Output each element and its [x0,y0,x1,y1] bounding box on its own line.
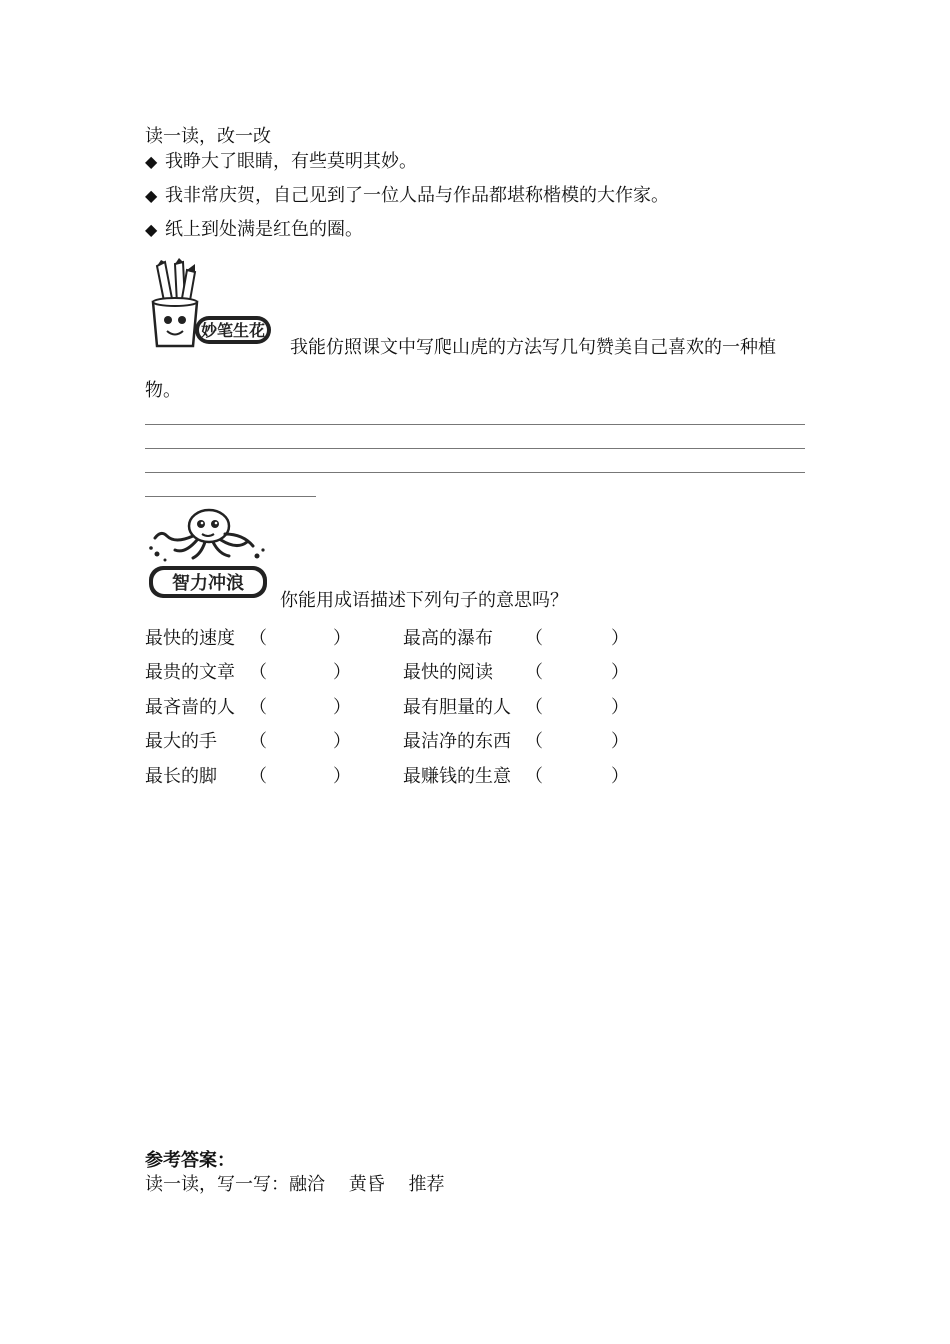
idiom-prompt: 最洁净的东西 [403,731,511,752]
open-paren: （ [525,628,543,649]
badge-text: 妙笔生花 [200,321,266,340]
idiom-prompt: 最吝啬的人 [145,697,235,718]
open-paren: （ [525,662,543,683]
section1-item [145,151,417,173]
open-paren: （ [249,662,267,683]
close-paren: ） [333,766,351,787]
open-paren: （ [525,731,543,752]
section1-item [145,185,669,207]
close-paren: ） [611,662,629,683]
answers-line: 读一读，写一写：融洽 黄昏 推荐 [145,1174,445,1195]
close-paren: ） [611,731,629,752]
writing-line[interactable] [145,472,805,473]
section1-title: 读一读，改一改 [145,126,271,147]
open-paren: （ [249,628,267,649]
section1-item-text: 我非常庆贺，自己见到了一位人品与作品都堪称楷模的大作家。 [165,185,669,206]
writing-line[interactable] [145,424,805,425]
pencil-cup-icon [145,258,273,350]
section2-prompt-line1: 我能仿照课文中写爬山虎的方法写几句赞美自己喜欢的一种植 [290,337,776,358]
close-paren: ） [333,731,351,752]
idiom-prompt: 最贵的文章 [145,662,235,683]
section1-item-text: 纸上到处满是红色的圈。 [165,219,363,240]
open-paren: （ [249,766,267,787]
section3-prompt: 你能用成语描述下列句子的意思吗？ [280,590,568,611]
zhilichonglang-badge [145,506,270,602]
section1-item-text: 我睁大了眼睛，有些莫明其妙。 [165,151,417,172]
idiom-prompt: 最快的阅读 [403,662,493,683]
badge-text: 智力冲浪 [172,573,244,594]
close-paren: ） [611,697,629,718]
open-paren: （ [249,697,267,718]
writing-line[interactable] [145,448,805,449]
close-paren: ） [333,662,351,683]
close-paren: ） [611,628,629,649]
octopus-icon [145,506,270,602]
answers-heading: 参考答案： [145,1150,235,1171]
section2-prompt-line2: 物。 [145,380,181,401]
open-paren: （ [525,697,543,718]
idiom-prompt: 最高的瀑布 [403,628,493,649]
close-paren: ） [333,628,351,649]
diamond-bullet-icon: ◆ [145,186,158,205]
miaobishenghua-badge [145,258,273,350]
close-paren: ） [611,766,629,787]
idiom-prompt: 最赚钱的生意 [403,766,511,787]
idiom-prompt: 最大的手 [145,731,217,752]
open-paren: （ [249,731,267,752]
open-paren: （ [525,766,543,787]
diamond-bullet-icon: ◆ [145,220,158,239]
idiom-prompt: 最快的速度 [145,628,235,649]
idiom-prompt: 最有胆量的人 [403,697,511,718]
diamond-bullet-icon: ◆ [145,152,158,171]
writing-line[interactable] [145,496,316,497]
section1-item [145,219,363,241]
idiom-prompt: 最长的脚 [145,766,217,787]
close-paren: ） [333,697,351,718]
